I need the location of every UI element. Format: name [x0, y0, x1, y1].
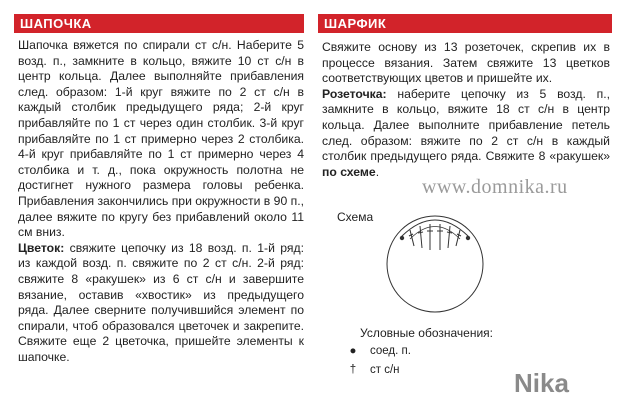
scheme-outer-circle	[387, 216, 483, 312]
legend-title: Условные обозначения:	[360, 326, 493, 340]
flower-lead: Цветок:	[18, 240, 65, 255]
scarf-intro: Свяжите основу из 13 розеточек, скрепив их в процессе вязания. Затем свяжите 13 цветков соответствующих цветов и пришейте их.	[322, 40, 610, 86]
rosette-end: .	[375, 164, 380, 179]
flower-text: свяжите цепочку из 18 возд. п. 1-й ряд: из каждой возд. п. свяжите по 2 ст с/н. 2-й ряд: свяжите 8 «ракушек» из 6 ст с/н и завершите вязание, оставив «хвостик» из предыдущего ряда. Далее сверните получившийся элемент по спирали, чтоб образовался цветочек и закрепите. Свяжите еще 2 цветочка, пришейте элементы к шапочке.	[18, 240, 304, 364]
scarf-section-title: ШАРФИК	[324, 16, 387, 31]
scheme-inner-arc	[410, 227, 460, 240]
scheme-join-left	[400, 236, 404, 240]
nika-logo: Nika	[514, 368, 569, 398]
hat-paragraph-1-text: Шапочка вяжется по спирали ст с/н. Наберите 5 возд. п., замкните в кольцо, вяжите 10 ст с/н в центр кольца. Далее выполняйте прибавления след. образом: 1-й круг вяжите по 2 ст с/н в каждый столбик предыдущего ряда; 2-й круг прибавляйте по 1 ст через один столбик. 3-й круг прибавляйте по 1 ст примерно через 2 столбика. 4-й круг прибавляйте по 1 ст примерно через 4 столбика и т. д., пока окружность полотна не достигнет нужного размера головы ребенка. Прибавления закончились при окружности в 90 п., далее вяжите по кругу без прибавлений около 11 см вниз.	[18, 38, 304, 240]
flower-paragraph	[18, 241, 304, 366]
rosette-scheme-diagram	[380, 196, 490, 316]
dagger-icon: †	[349, 364, 357, 376]
rosette-scheme-ref: по схеме	[322, 164, 376, 179]
rosette-text: наберите цепочку из 5 возд. п., замкните в кольцо, вяжите 18 ст с/н в центр кольца. Далее выполните прибавление петель след. образом: вяжите по 2 ст с/н в каждый столбик предыдущего ряда. Свяжите 8 «ракушек»	[322, 86, 610, 164]
dot-icon: ●	[349, 345, 357, 357]
hat-instructions	[18, 38, 304, 365]
legend-label-chain: соед. п.	[370, 345, 411, 357]
hat-paragraph-1	[18, 38, 304, 241]
scheme-stitches	[409, 224, 461, 250]
rosette-paragraph	[322, 87, 610, 181]
scheme-join-right	[466, 236, 470, 240]
site-watermark: www.domnika.ru	[422, 176, 568, 198]
legend-row-stitch	[346, 364, 400, 376]
hat-section-header	[14, 14, 304, 33]
hat-section-title: ШАПОЧКА	[20, 16, 92, 31]
scheme-label: Схема	[337, 210, 374, 224]
legend-label-stitch: ст с/н	[370, 364, 400, 376]
rosette-lead: Розеточка:	[322, 86, 387, 101]
legend-row-chain	[346, 345, 411, 357]
scarf-section-header	[318, 14, 612, 33]
scarf-instructions	[322, 40, 610, 180]
